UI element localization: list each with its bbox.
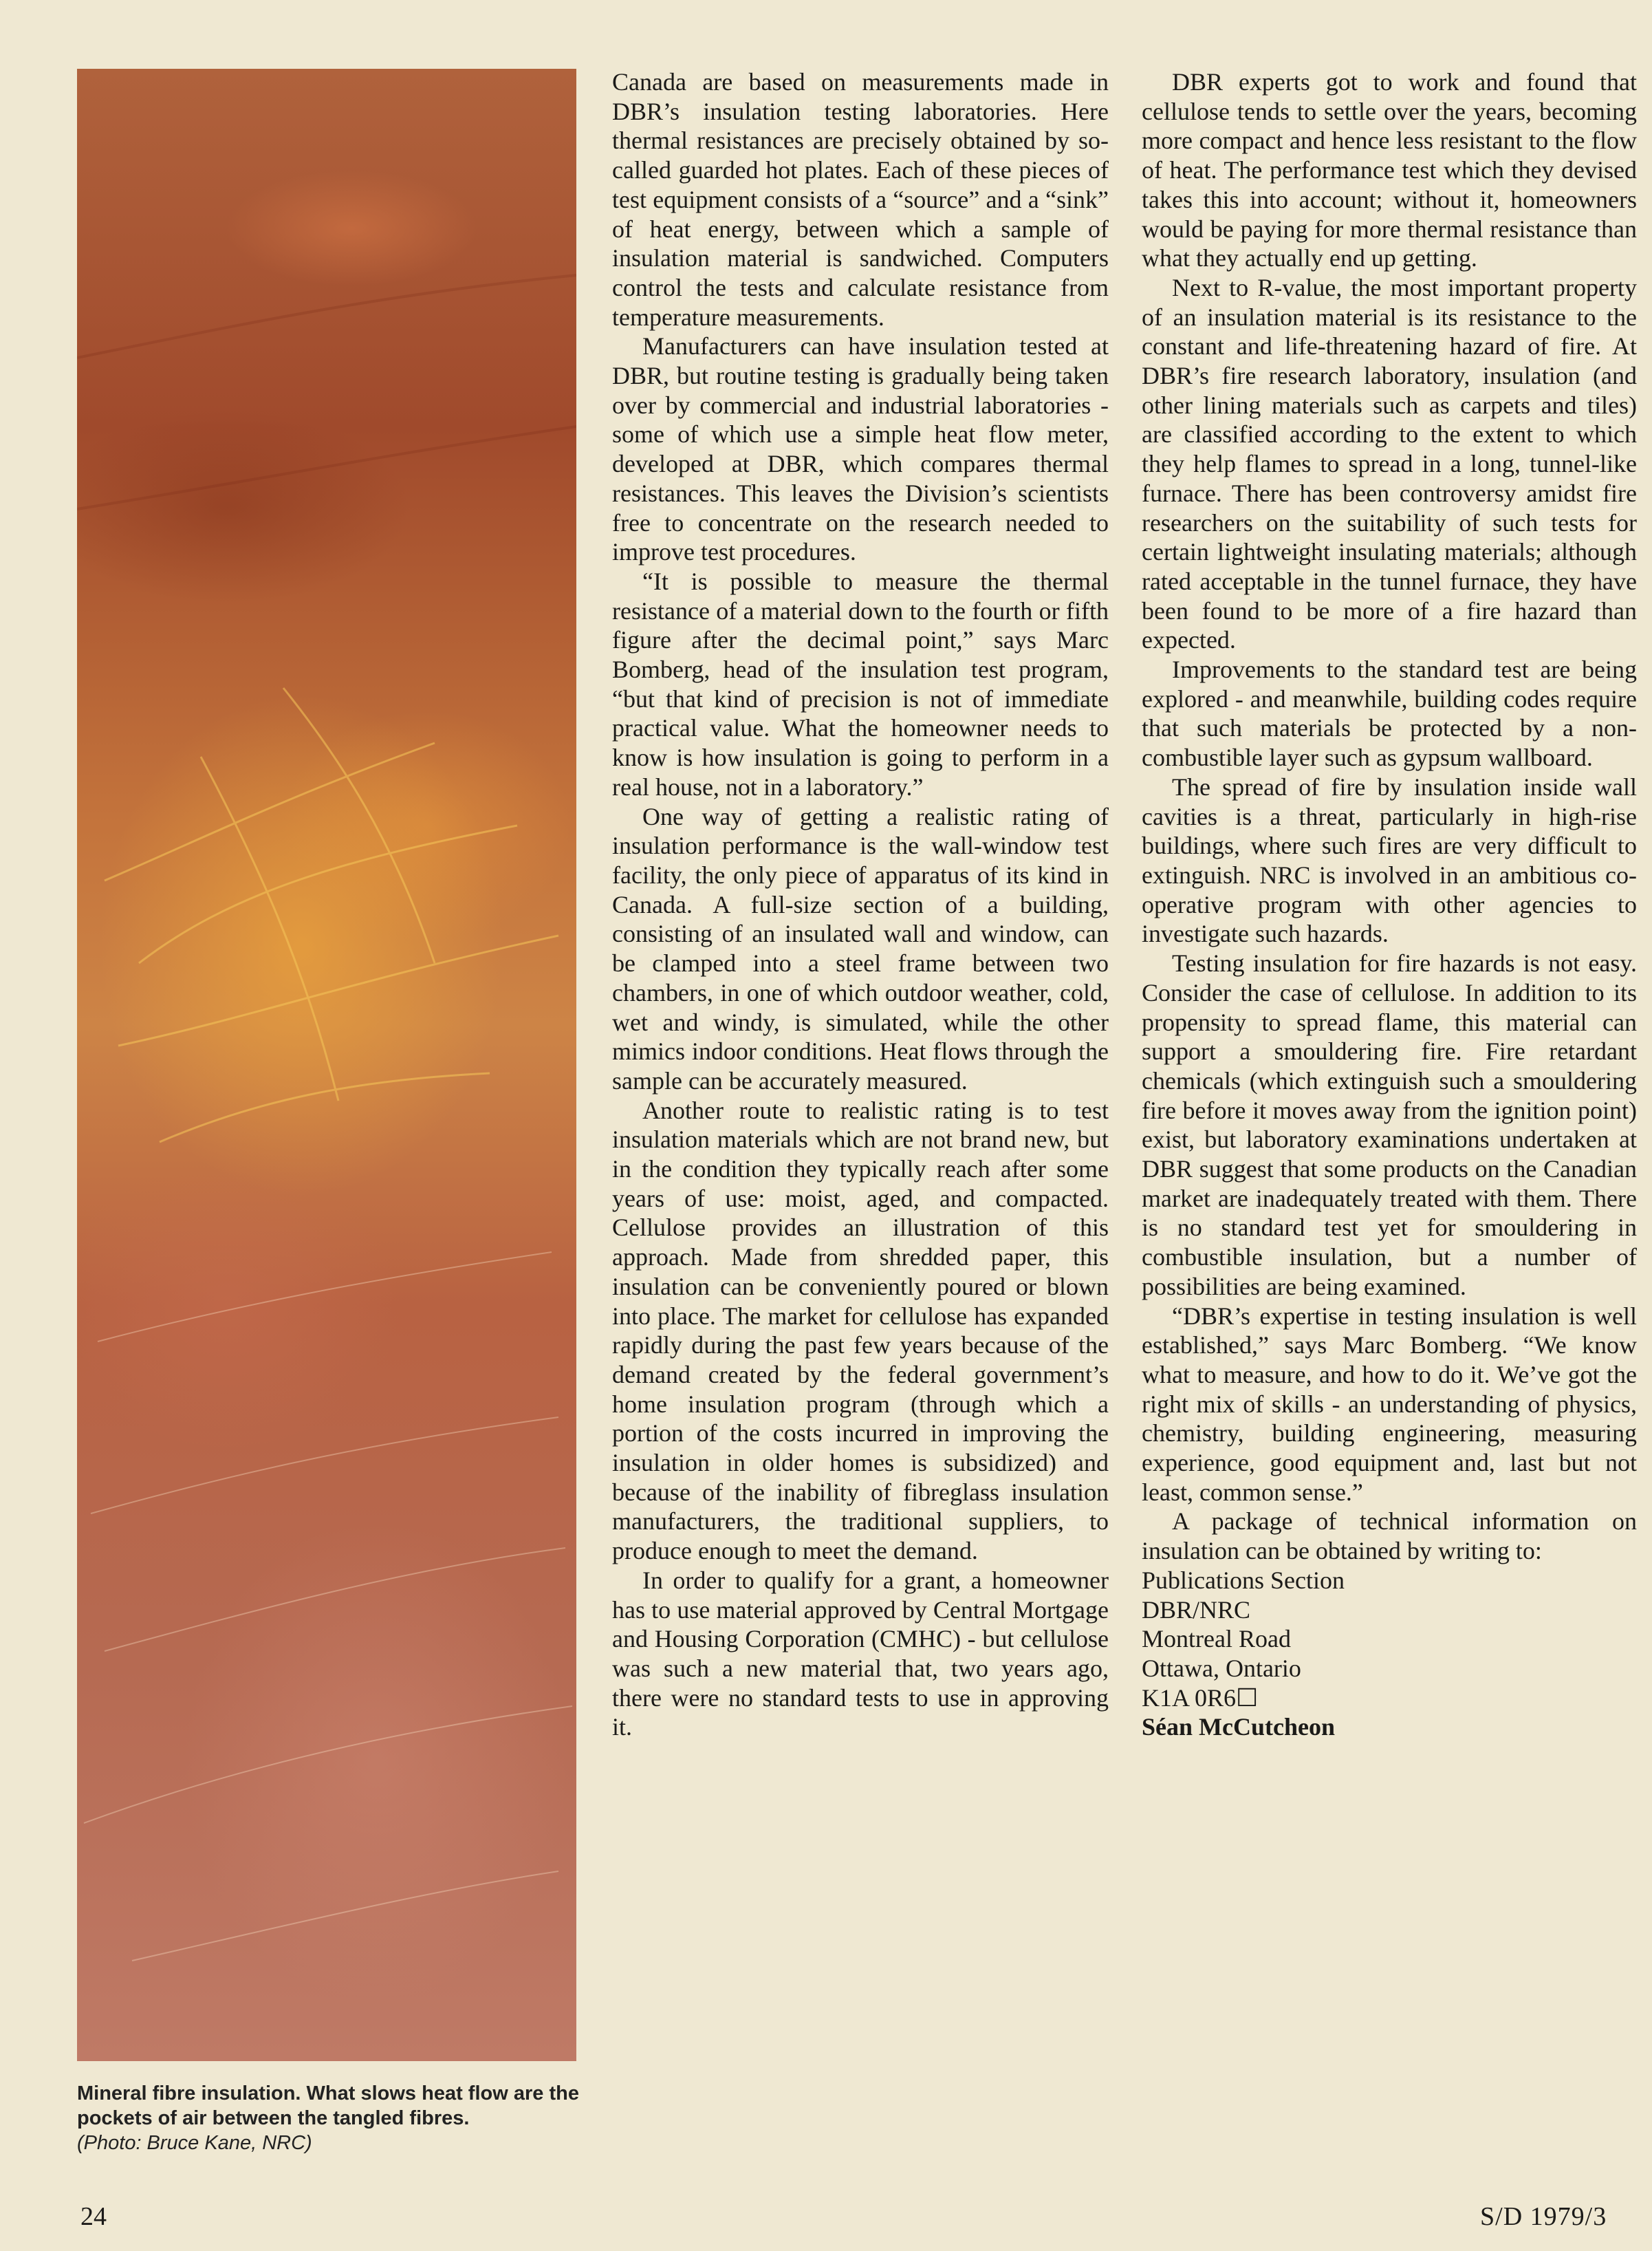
address-line: Publications Section: [1142, 1566, 1345, 1594]
paragraph: “DBR’s expertise in testing insulation is well established,” says Marc Bomberg. “We know what to measure, and how to do it. We’ve got the right mix of skills - an understanding of physics, chemistry, building engineering, measuring experience, good equipment and, last but not least, common sense.”: [1142, 1302, 1637, 1506]
paragraph: Canada are based on measurements made in DBR’s insulation testing laboratories. Here thermal resistances are precisely obtained by so-called guarded hot plates. Each of these pieces of test equipment consists of a “source” and a “sink” of heat energy, between which a sample of insulation material is sandwiched. Computers control the tests and calculate resistance from temperature measurements.: [612, 68, 1109, 331]
issue-label: S/D 1979/3: [1480, 2202, 1607, 2231]
insulation-photo: [77, 69, 576, 2061]
paragraph: Another route to realistic rating is to test insulation materials which are not brand new, but in the condition they typically reach after some years of use: moist, aged, and compacted. Cellulose provides an illustration of this approach. Made from shredded paper, this insulation can be conveniently poured or blown into place. The market for cellulose has expanded rapidly during the past few years because of the demand created by the federal government’s home insulation program (through which a portion of the costs incurred in improving the insulation in older homes is subsidized) and because of the inability of fibreglass insulation manufacturers, the traditional suppliers, to produce enough to meet the demand.: [612, 1096, 1109, 1565]
address-line: Ottawa, Ontario: [1142, 1654, 1301, 1682]
caption-text: Mineral fibre insulation. What slows heat flow are the pockets of air between the tangled fibres.: [77, 2082, 579, 2129]
paragraph: Testing insulation for fire hazards is not easy. Consider the case of cellulose. In addition to its propensity to spread flame, this material can support a smouldering fire. Fire retardant chemicals (which extinguish such a smouldering fire before it moves away from the ignition point) exist, but laboratory examinations undertaken at DBR suggest that some products on the Canadian market are inadequately treated with them. There is no standard test yet for smouldering in combustible insulation, but a number of possibilities are being examined.: [1142, 949, 1637, 1300]
paragraph: DBR experts got to work and found that cellulose tends to settle over the years, becoming more compact and hence less resistant to the flow of heat. The performance test which they devised takes this into account; without it, homeowners would be paying for more thermal resistance than what they actually end up getting.: [1142, 68, 1637, 272]
paragraph: The spread of fire by insulation inside wall cavities is a threat, particularly in high-rise buildings, where such fires are very difficult to extinguish. NRC is involved in an ambitious co-operative program with other agencies to investigate such hazards.: [1142, 773, 1637, 948]
address-line: DBR/NRC: [1142, 1595, 1251, 1624]
paragraph: Improvements to the standard test are being explored - and meanwhile, building codes require that such materials be protected by a non-combustible layer such as gypsum wallboard.: [1142, 656, 1637, 772]
page-number: 24: [80, 2202, 107, 2231]
paragraph: One way of getting a realistic rating of insulation performance is the wall-window test facility, the only piece of apparatus of its kind in Canada. A full-size section of a building, consisting of an insulated wall and window, can be clamped into a steel frame between two chambers, in one of which outdoor weather, cold, wet and windy, is simulated, while the other mimics indoor conditions. Heat flows through the sample can be accurately measured.: [612, 802, 1109, 1095]
photo-caption: [77, 2081, 586, 2155]
photo-credit: (Photo: Bruce Kane, NRC): [77, 2132, 312, 2154]
paragraph: In order to qualify for a grant, a homeowner has to use material approved by Central Mortgage and Housing Corporation (CMHC) - but cellulose was such a new material that, two years ago, there were no standard tests to use in approving it.: [612, 1566, 1109, 1741]
fibre-texture: [77, 69, 576, 2061]
article-column-1: [612, 67, 1109, 1742]
paragraph: Next to R-value, the most important property of an insulation material is its resistance to the constant and life-threatening hazard of fire. At DBR’s fire research laboratory, insulation (and other lining materials such as carpets and tiles) are classified according to the extent to which they help flames to spread in a long, tunnel-like furnace. There has been controversy amidst fire researchers on the suitability of such tests for certain lightweight insulating materials; although rated acceptable in the tunnel furnace, they have been found to be more of a fire hazard than expected.: [1142, 273, 1637, 654]
address-line: Montreal Road: [1142, 1625, 1291, 1653]
mailing-address: [1142, 1566, 1637, 1742]
article-column-2: [1142, 67, 1637, 1742]
address-line: K1A 0R6☐: [1142, 1683, 1259, 1712]
author-byline: Séan McCutcheon: [1142, 1713, 1335, 1741]
paragraph: A package of technical information on insulation can be obtained by writing to:: [1142, 1507, 1637, 1565]
paragraph: “It is possible to measure the thermal resistance of a material down to the fourth or fifth figure after the decimal point,” says Marc Bomberg, head of the insulation test program, “but that kind of precision is not of immediate practical value. What the homeowner needs to know is how insulation is going to perform in a real house, not in a laboratory.”: [612, 567, 1109, 801]
paragraph: Manufacturers can have insulation tested at DBR, but routine testing is gradually being taken over by commercial and industrial laboratories - some of which use a simple heat flow meter, developed at DBR, which compares thermal resistances. This leaves the Division’s scientists free to concentrate on the research needed to improve test procedures.: [612, 332, 1109, 566]
